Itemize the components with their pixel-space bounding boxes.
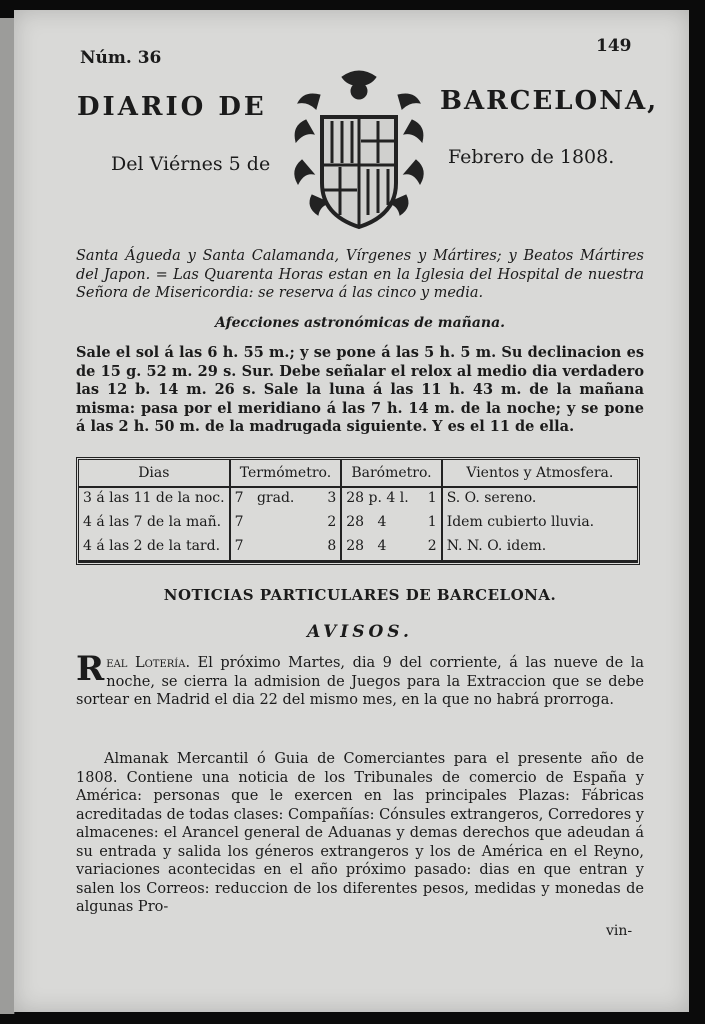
row-wind: N. N. O. idem. — [442, 536, 637, 561]
weather-row — [79, 487, 637, 512]
astronomy-text: Sale el sol á las 6 h. 55 m.; y se pone á las 5 h. 5 m. Su declinacion es de 15 g. 52 m. 29 s. Sur. Debe señalar el relox al medio dia verdadero las 12 b. 14 m. 26 s. Sale la luna á las 11 h. 43 m. de la mañana misma: pasa por el meridiano á las 7 h. 14 m. de la noche; y se pone á las 2 h. 50 m. de la madrugada siguiente. Y es el 11 de ella. — [76, 344, 644, 435]
row-time: 3 á las 11 de la noc. — [79, 487, 230, 512]
catchword: vin- — [606, 923, 633, 939]
drop-cap: R — [76, 649, 105, 689]
row-wind: S. O. sereno. — [446, 490, 537, 506]
news-heading: NOTICIAS PARTICULARES DE BARCELONA. — [163, 586, 557, 604]
col-header-days: Dias — [79, 460, 230, 487]
issue-number: Núm. 36 — [80, 48, 162, 68]
notices-heading: AVISOS. — [307, 622, 413, 642]
weather-table — [76, 457, 640, 565]
newspaper-page — [14, 10, 689, 1012]
col-header-thermometer: Termómetro. — [230, 460, 342, 487]
lottery-notice — [76, 649, 644, 710]
saints-of-the-day: Santa Águeda y Santa Calamanda, Vírgenes y Mártires; y Beatos Mártires del Japon. = Las Quarenta Horas estan en la Iglesia del Hospital de nuestra Señora de Misericordia: se reserva á las cinco y media. — [76, 248, 644, 301]
lottery-title: eal Lotería. — [106, 655, 191, 671]
row-thermometer: 7 grad. 3 — [230, 487, 342, 512]
row-time: 4 á las 2 de la tard. — [79, 536, 230, 561]
astronomy-heading: Afecciones astronómicas de mañana. — [214, 315, 506, 331]
weather-row — [79, 536, 637, 561]
coat-of-arms-icon — [282, 65, 436, 235]
col-header-winds: Vientos y Atmosfera. — [442, 460, 637, 487]
lottery-text: El próximo Martes, dia 9 del corriente, á las nueve de la noche, se cierra la admision de Juegos para la Extraccion que se debe sortear en Madrid el dia 22 del mismo mes, en la que no habrá prorroga. — [76, 655, 644, 708]
col-header-barometer: Barómetro. — [341, 460, 441, 487]
row-barometer: 28 4 1 — [341, 512, 441, 536]
row-barometer: 28 4 2 — [341, 536, 441, 561]
masthead-title-right: BARCELONA, — [440, 86, 659, 116]
adjacent-page-edge — [0, 18, 15, 1014]
row-wind: Idem cubierto lluvia. — [446, 514, 595, 531]
row-time: 4 á las 7 de la mañ. — [79, 512, 230, 536]
page-number: 149 — [596, 36, 632, 56]
row-barometer: 28 p. 4 l. 1 — [341, 487, 441, 512]
date-line-left: Del Viérnes 5 de — [111, 153, 271, 175]
masthead-title-left: DIARIO DE — [77, 92, 267, 122]
row-thermometer: 7 8 — [230, 536, 342, 561]
date-line-right: Febrero de 1808. — [448, 146, 615, 168]
almanak-notice: Almanak Mercantil ó Guia de Comerciantes para el presente año de 1808. Contiene una noticia de los Tribunales de comercio de España y América: personas que le exercen en las principales Plazas: Fábricas acreditadas de todas clases: Compañías: Cónsules extrangeros, Corredores y almacenes: el Arancel general de Aduanas y demas derechos que adeudan á su entrada y salida los géneros extrangeros y los de América en el Reyno, variaciones acontecidas en el año próximo pasado: dias en que entran y salen los Correos: reduccion de los diferentes pesos, medidas y monedas de algunas Pro- — [76, 751, 644, 915]
weather-row — [79, 512, 637, 536]
row-thermometer: 7 2 — [230, 512, 342, 536]
